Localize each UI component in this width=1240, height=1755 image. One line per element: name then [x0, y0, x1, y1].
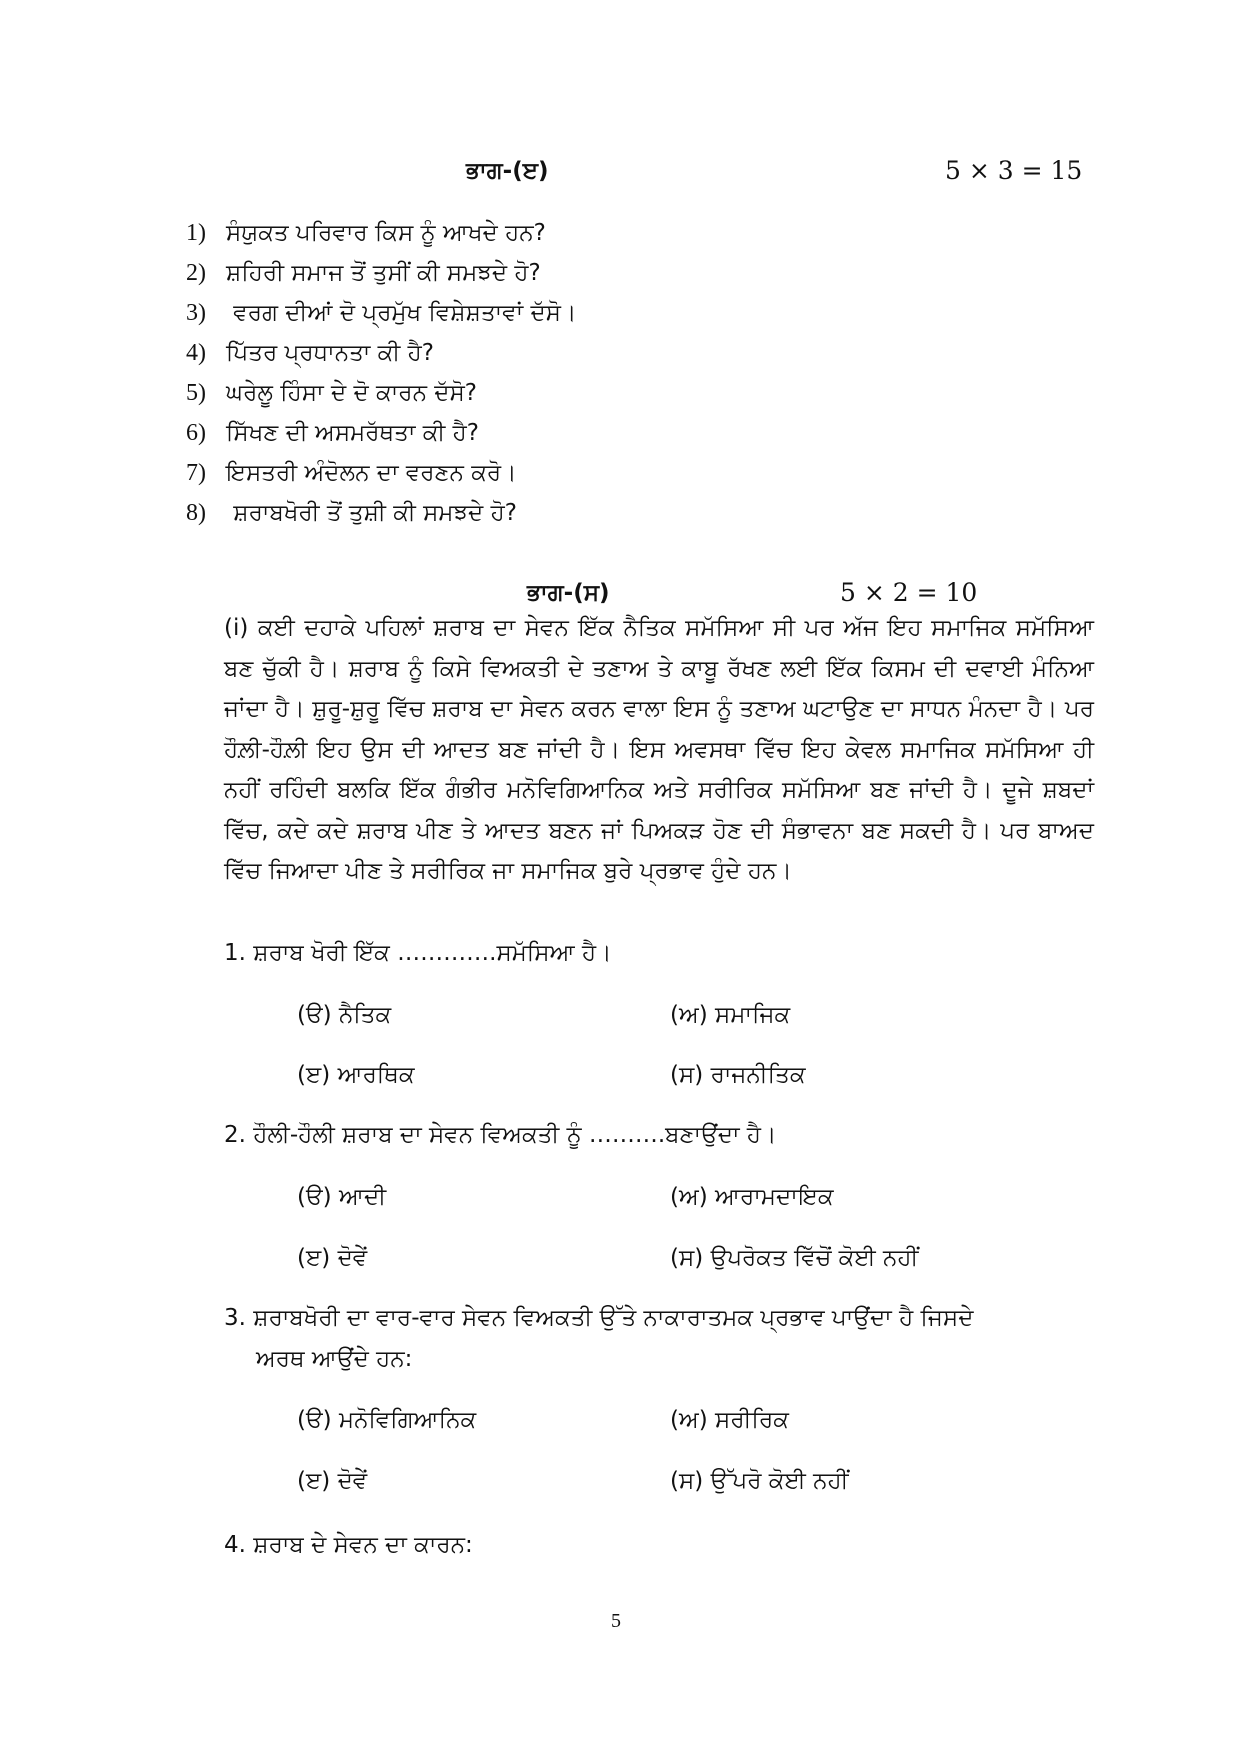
mcq-3-question-cont: ਅਰਥ ਆਉਂਦੇ ਹਨ: — [256, 1346, 413, 1372]
mcq-2-question: 2. ਹੌਲੀ-ਹੌਲੀ ਸ਼ਰਾਬ ਦਾ ਸੇਵਨ ਵਿਅਕਤੀ ਨੂੰ ……….ਬਣਾਉਂਦਾ ਹੈ। — [224, 1122, 777, 1148]
mcq-3-option-d: (ਸ) ਉੱਪਰੋ ਕੋਈ ਨਹੀਂ — [670, 1468, 849, 1494]
passage: (i) ਕਈ ਦਹਾਕੇ ਪਹਿਲਾਂ ਸ਼ਰਾਬ ਦਾ ਸੇਵਨ ਇੱਕ ਨੈਤਿਕ ਸਮੱਸਿਆ ਸੀ ਪਰ ਅੱਜ ਇਹ ਸਮਾਜਿਕ ਸਮੱਸਿਆ ਬਣ ਚੁੱਕੀ ਹੈ। ਸ਼ਰਾਬ ਨੂੰ ਕਿਸੇ ਵਿਅਕਤੀ ਦੇ ਤਣਾਅ ਤੇ ਕਾਬੂ ਰੱਖਣ ਲਈ ਇੱਕ ਕਿਸਮ ਦੀ ਦਵਾਈ ਮੰਨਿਆ ਜਾਂਦਾ ਹੈ। ਸ਼ੁਰੂ-ਸ਼ੁਰੂ ਵਿੱਚ ਸ਼ਰਾਬ ਦਾ ਸੇਵਨ ਕਰਨ ਵਾਲਾ ਇਸ ਨੂੰ ਤਣਾਅ ਘਟਾਉਣ ਦਾ ਸਾਧਨ ਮੰਨਦਾ ਹੈ। ਪਰ ਹੌਲ਼ੀ-ਹੌਲ਼ੀ ਇਹ ਉਸ ਦੀ ਆਦਤ ਬਣ ਜਾਂਦੀ ਹੈ। ਇਸ ਅਵਸਥਾ ਵਿੱਚ ਇਹ ਕੇਵਲ ਸਮਾਜਿਕ ਸਮੱਸਿਆ ਹੀ ਨਹੀਂ ਰਹਿੰਦੀ ਬਲਕਿ ਇੱਕ ਗੰਭੀਰ ਮਨੋਵਿਗਿਆਨਿਕ ਅਤੇ ਸਰੀਰਿਕ ਸਮੱਸਿਆ ਬਣ ਜਾਂਦੀ ਹੈ। ਦੂਜੇ ਸ਼ਬਦਾਂ ਵਿੱਚ, ਕਦੇ ਕਦੇ ਸ਼ਰਾਬ ਪੀਣ ਤੇ ਆਦਤ ਬਣਨ ਜਾਂ ਪਿਅਕੜ ਹੋਣ ਦੀ ਸੰਭਾਵਨਾ ਬਣ ਸਕਦੀ ਹੈ। ਪਰ ਬਾਅਦ ਵਿੱਚ ਜਿਆਦਾ ਪੀਣ ਤੇ ਸਰੀਰਿਕ ਜਾ ਸਮਾਜਿਕ ਬੁਰੇ ਪ੍ਰਭਾਵ ਹੁੰਦੇ ਹਨ। — [224, 615, 1094, 884]
mcq-1-option-d: (ਸ) ਰਾਜਨੀਤਿਕ — [670, 1062, 806, 1088]
question-4: 4) ਪਿੱਤਰ ਪ੍ਰਧਾਨਤਾ ਕੀ ਹੈ? — [186, 340, 434, 366]
mcq-1-option-a: (ੳ) ਨੈਤਿਕ — [297, 1002, 392, 1028]
mcq-1-option-b: (ਅ) ਸਮਾਜਿਕ — [670, 1002, 791, 1028]
question-8: 8) ਸ਼ਰਾਬਖੋਰੀ ਤੋਂ ਤੁਸ਼ੀ ਕੀ ਸਮਝਦੇ ਹੋ? — [186, 500, 517, 526]
question-5: 5) ਘਰੇਲੂ ਹਿੰਸਾ ਦੇ ਦੋ ਕਾਰਨ ਦੱਸੋ? — [186, 380, 478, 406]
section-e-heading: ਭਾਗ-(ੲ) — [466, 158, 549, 184]
section-s-heading: ਭਾਗ-(ਸ) — [527, 580, 610, 606]
mcq-2-option-c: (ੲ) ਦੋਵੇਂ — [297, 1245, 368, 1271]
page-number: 5 — [611, 1610, 621, 1632]
mcq-1-option-c: (ੲ) ਆਰਥਿਕ — [297, 1062, 415, 1088]
question-6: 6) ਸਿੱਖਣ ਦੀ ਅਸਮਰੱਥਤਾ ਕੀ ਹੈ? — [186, 420, 479, 446]
section-s-marks: 5 × 2 = 10 — [840, 578, 978, 607]
question-1: 1) ਸੰਯੁਕਤ ਪਰਿਵਾਰ ਕਿਸ ਨੂੰ ਆਖਦੇ ਹਨ? — [186, 220, 546, 246]
mcq-4-question: 4. ਸ਼ਰਾਬ ਦੇ ਸੇਵਨ ਦਾ ਕਾਰਨ: — [224, 1532, 473, 1558]
mcq-3-option-a: (ੳ) ਮਨੋਵਿਗਿਆਨਿਕ — [297, 1407, 477, 1433]
mcq-2-option-b: (ਅ) ਆਰਾਮਦਾਇਕ — [670, 1184, 834, 1210]
section-e-marks: 5 × 3 = 15 — [945, 156, 1083, 185]
question-2: 2) ਸ਼ਹਿਰੀ ਸਮਾਜ ਤੋਂ ਤੁਸੀਂ ਕੀ ਸਮਝਦੇ ਹੋ? — [186, 260, 541, 286]
mcq-3-option-c: (ੲ) ਦੋਵੇਂ — [297, 1468, 368, 1494]
question-3: 3) ਵਰਗ ਦੀਆਂ ਦੋ ਪ੍ਰਮੁੱਖ ਵਿਸ਼ੇਸ਼ਤਾਵਾਂ ਦੱਸੋ। — [186, 300, 577, 326]
mcq-2-option-d: (ਸ) ਉਪਰੋਕਤ ਵਿੱਚੋਂ ਕੋਈ ਨਹੀਂ — [670, 1245, 919, 1271]
mcq-1-question: 1. ਸ਼ਰਾਬ ਖੋਰੀ ਇੱਕ ………….ਸਮੱਸਿਆ ਹੈ। — [224, 940, 612, 966]
question-7: 7) ਇਸਤਰੀ ਅੰਦੋਲਨ ਦਾ ਵਰਣਨ ਕਰੋ। — [186, 460, 517, 486]
mcq-2-option-a: (ੳ) ਆਦੀ — [297, 1184, 387, 1210]
mcq-3-option-b: (ਅ) ਸਰੀਰਿਕ — [670, 1407, 789, 1433]
mcq-3-question: 3. ਸ਼ਰਾਬਖੋਰੀ ਦਾ ਵਾਰ-ਵਾਰ ਸੇਵਨ ਵਿਅਕਤੀ ਉੱਤੇ ਨਾਕਾਰਾਤਮਕ ਪ੍ਰਭਾਵ ਪਾਉਂਦਾ ਹੈ ਜਿਸਦੇ — [224, 1305, 974, 1331]
